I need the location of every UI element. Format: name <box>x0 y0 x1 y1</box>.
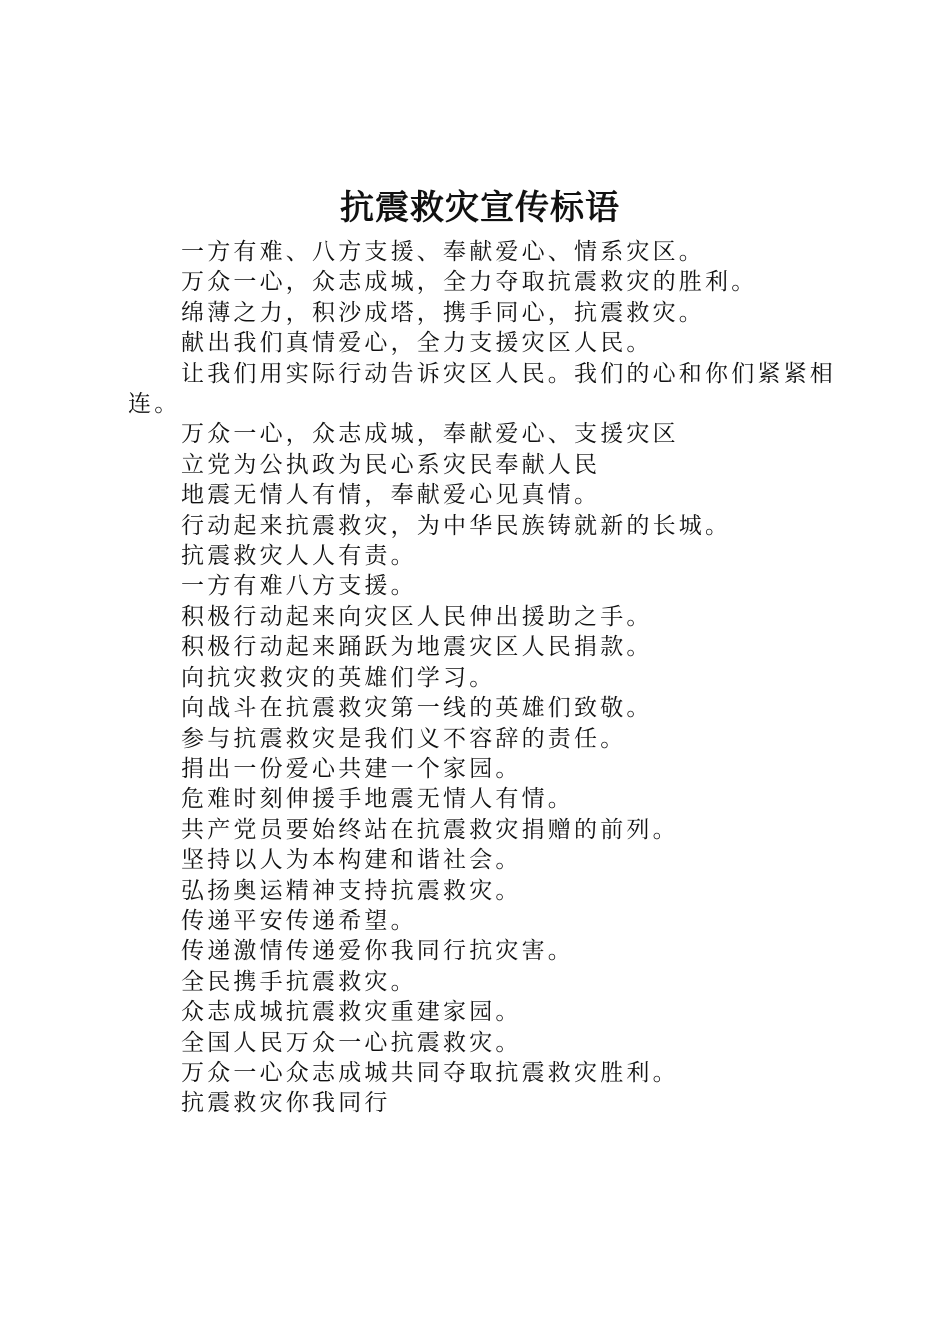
paragraph: 抗震救灾你我同行 <box>181 1090 391 1117</box>
paragraph: 绵薄之力，积沙成塔，携手同心，抗震救灾。 <box>181 299 705 326</box>
paragraph: 向战斗在抗震救灾第一线的英雄们致敬。 <box>181 695 653 722</box>
paragraph: 地震无情人有情，奉献爱心见真情。 <box>181 482 601 509</box>
paragraph: 万众一心，众志成城，奉献爱心、支援灾区 <box>181 421 679 448</box>
paragraph: 全国人民万众一心抗震救灾。 <box>181 1029 522 1056</box>
paragraph: 众志成城抗震救灾重建家园。 <box>181 999 522 1026</box>
paragraph: 共产党员要始终站在抗震救灾捐赠的前列。 <box>181 816 679 843</box>
document-body <box>128 237 838 1119</box>
paragraph: 万众一心，众志成城，全力夺取抗震救灾的胜利。 <box>181 269 758 296</box>
paragraph: 传递平安传递希望。 <box>181 907 417 934</box>
paragraph: 积极行动起来踊跃为地震灾区人民捐款。 <box>181 634 653 661</box>
paragraph: 危难时刻伸援手地震无情人有情。 <box>181 786 574 813</box>
paragraph: 让我们用实际行动告诉灾区人民。我们的心和你们紧紧相连。 <box>128 360 836 418</box>
paragraph: 积极行动起来向灾区人民伸出援助之手。 <box>181 603 653 630</box>
paragraph: 参与抗震救灾是我们义不容辞的责任。 <box>181 725 627 752</box>
paragraph: 坚持以人为本构建和谐社会。 <box>181 847 522 874</box>
paragraph: 向抗灾救灾的英雄们学习。 <box>181 664 496 691</box>
paragraph: 万众一心众志成城共同夺取抗震救灾胜利。 <box>181 1059 679 1086</box>
paragraph: 弘扬奥运精神支持抗震救灾。 <box>181 877 522 904</box>
paragraph: 抗震救灾人人有责。 <box>181 543 417 570</box>
paragraph: 献出我们真情爱心，全力支援灾区人民。 <box>181 330 653 357</box>
document-title: 抗震救灾宣传标语 <box>340 188 620 228</box>
paragraph: 捐出一份爱心共建一个家园。 <box>181 755 522 782</box>
paragraph: 立党为公执政为民心系灾民奉献人民 <box>181 451 601 478</box>
paragraph: 行动起来抗震救灾，为中华民族铸就新的长城。 <box>181 512 732 539</box>
paragraph: 一方有难、八方支援、奉献爱心、情系灾区。 <box>181 239 705 265</box>
paragraph: 一方有难八方支援。 <box>181 573 417 600</box>
paragraph: 传递激情传递爱你我同行抗灾害。 <box>181 938 574 965</box>
paragraph: 全民携手抗震救灾。 <box>181 968 417 995</box>
